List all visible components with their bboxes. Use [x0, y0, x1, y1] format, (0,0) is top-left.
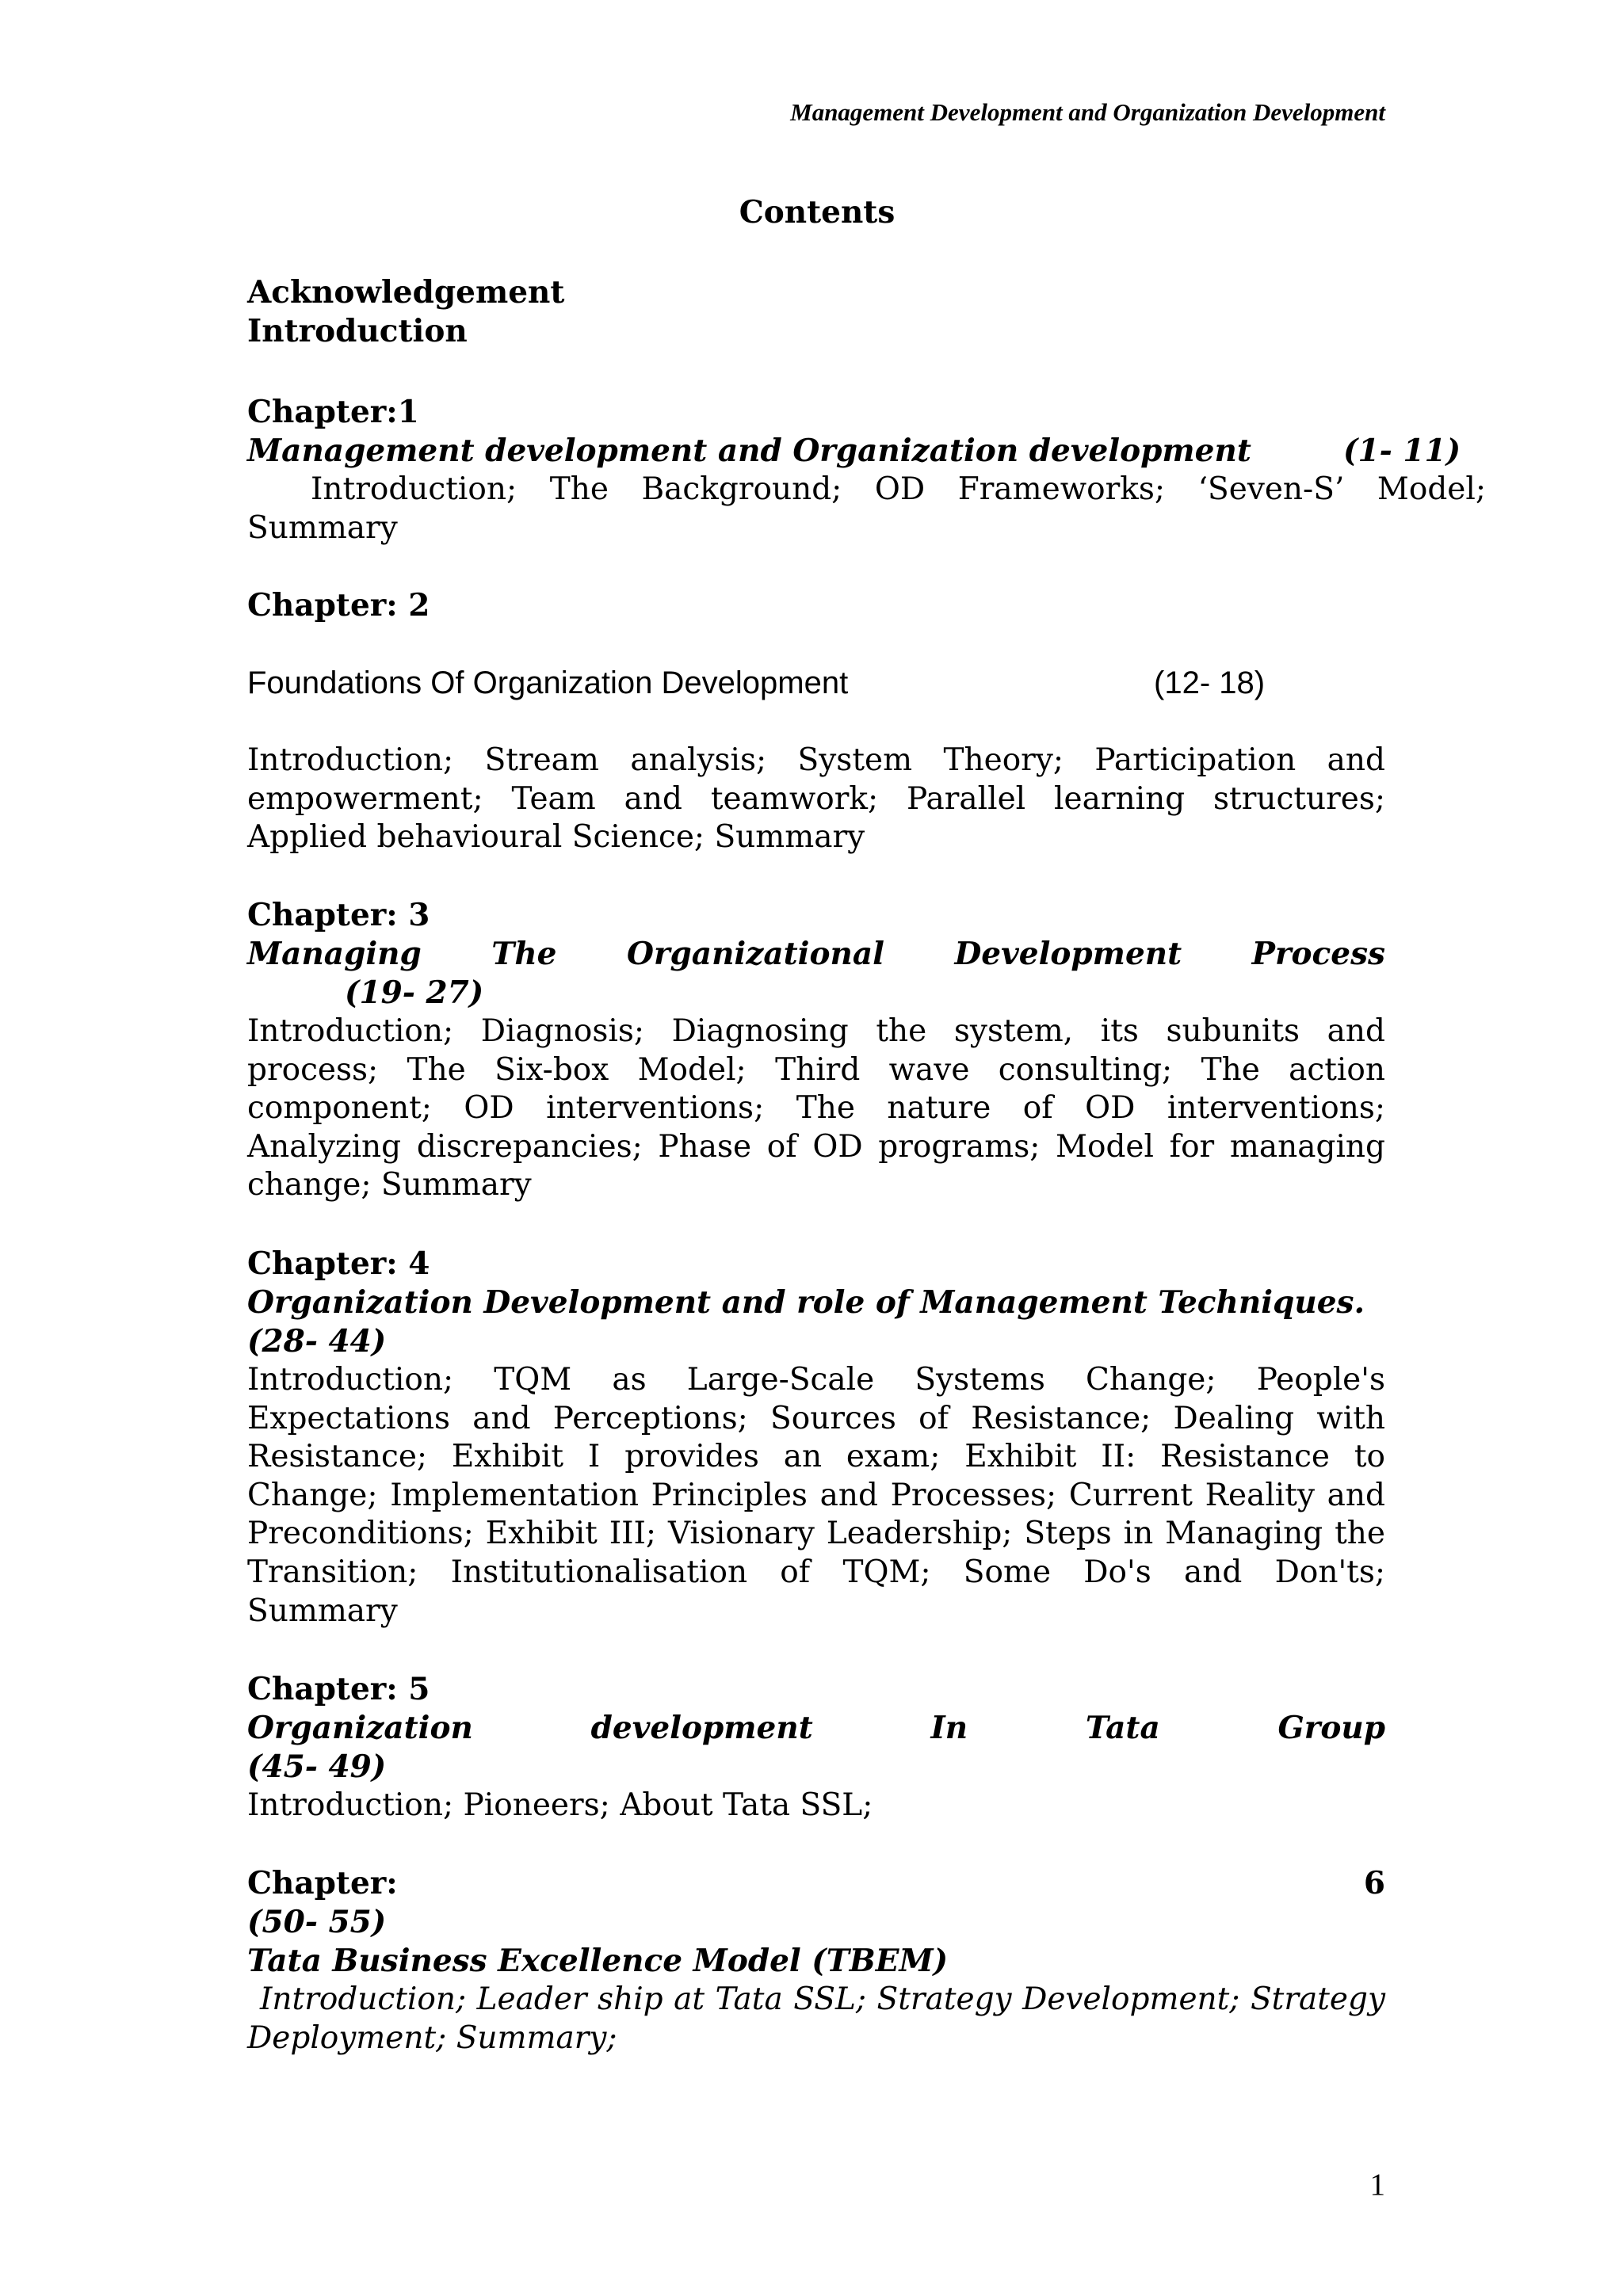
chapter-4-pages: (28- 44)	[247, 1323, 387, 1360]
chapter-6-number: 6	[1363, 1865, 1385, 1901]
chapter-3-title-word: Organizational	[627, 936, 884, 972]
chapter-3-label: Chapter: 3	[247, 897, 430, 933]
chapter-2-title: Foundations Of Organization Development	[247, 666, 849, 700]
chapter-5-title-word: Tata	[1085, 1710, 1160, 1746]
chapter-6-topics: Introduction; Leader ship at Tata SSL; Strategy Development; Strategy Deployment; Summary;	[247, 1981, 1385, 2056]
chapter-1-title: Management development and Organization development	[247, 433, 1251, 469]
chapter-1-pages: (1- 11)	[1343, 433, 1461, 469]
chapter-3-pages: (19- 27)	[345, 974, 484, 1011]
front-matter-introduction: Introduction	[247, 313, 468, 349]
chapter-2-pages: (12- 18)	[1154, 666, 1266, 700]
chapter-3-title	[247, 935, 1385, 973]
chapter-1-label: Chapter:1	[247, 394, 419, 430]
chapter-5-topics: Introduction; Pioneers; About Tata SSL;	[247, 1787, 873, 1823]
chapter-3-title-word: Managing	[247, 936, 422, 972]
chapter-3-title-word: Process	[1251, 936, 1385, 972]
chapter-5-label: Chapter: 5	[247, 1671, 430, 1707]
front-matter-acknowledgement: Acknowledgement	[247, 274, 565, 311]
page-number: 1	[1369, 2168, 1385, 2202]
running-header: Management Development and Organization Development	[790, 98, 1385, 126]
chapter-2-label: Chapter: 2	[247, 587, 430, 624]
chapter-3-title-word: The	[491, 936, 557, 972]
chapter-4-label: Chapter: 4	[247, 1245, 430, 1282]
chapter-4-topics: Introduction; TQM as Large-Scale Systems Change; People's Expectations and Perceptions; Sources of Resistance; Dealing with Resistance; Exhibit I provides an exam; Exhibit II: Resistance to Change; Implementation Principles and Processes; Current Reality and Preconditions; Exhibit III; Visionary Leadership; Steps in Managing the Transition; Institutionalisation of TQM; Some Do's and Don'ts; Summary	[247, 1362, 1385, 1629]
chapter-5-title-word: Group	[1277, 1710, 1385, 1746]
chapter-6-title: Tata Business Excellence Model (TBEM)	[247, 1943, 949, 1979]
chapter-1-topics-line2: Summary	[247, 510, 398, 546]
chapter-2-topics: Introduction; Stream analysis; System Theory; Participation and empowerment; Team and teamwork; Parallel learning structures; Applied behavioural Science; Summary	[247, 742, 1385, 856]
chapter-6-label	[247, 1864, 1385, 1902]
chapter-5-title-word: Organization	[247, 1710, 473, 1746]
chapter-5-title	[247, 1709, 1385, 1747]
chapter-3-topics: Introduction; Diagnosis; Diagnosing the system, its subunits and process; The Six-box Model; Third wave consulting; The action component; OD interventions; The nature of OD interventions; Analyzing discrepancies; Phase of OD programs; Model for managing change; Summary	[247, 1013, 1385, 1203]
chapter-5-title-word: development	[590, 1710, 813, 1746]
chapter-1-topics-line1: Introduction; The Background; OD Frameworks; ‘Seven-S’ Model;	[311, 471, 1486, 507]
chapter-4-title: Organization Development and role of Management Techniques.	[247, 1284, 1365, 1321]
chapter-5-pages: (45- 49)	[247, 1749, 387, 1785]
contents-title: Contents	[739, 194, 896, 231]
chapter-3-title-word: Development	[954, 936, 1182, 972]
chapter-6-label-text: Chapter:	[247, 1865, 398, 1901]
chapter-5-title-word: In	[930, 1710, 968, 1746]
chapter-6-pages: (50- 55)	[247, 1904, 387, 1940]
